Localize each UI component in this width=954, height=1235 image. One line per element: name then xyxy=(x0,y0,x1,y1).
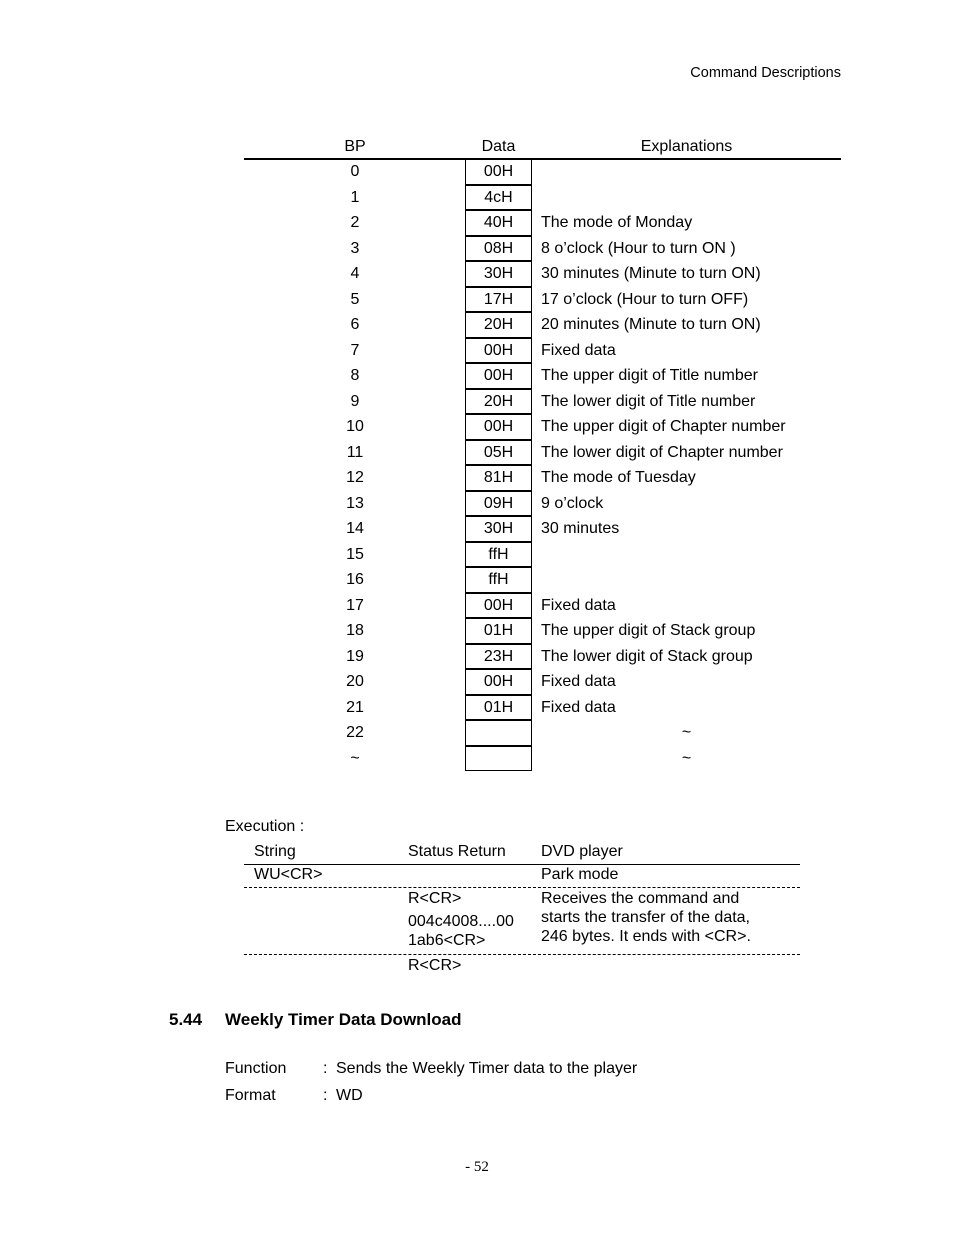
bp-table-row xyxy=(244,695,841,721)
explanation-cell: 30 minutes (Minute to turn ON) xyxy=(541,265,761,282)
data-cell: 30H xyxy=(465,261,532,287)
data-cell: 20H xyxy=(465,389,532,415)
data-cell: 00H xyxy=(465,414,532,440)
bp-table-row xyxy=(244,593,841,619)
bp-cell: 19 xyxy=(346,647,364,665)
explanation-cell: Fixed data xyxy=(541,341,616,359)
bp-table-row xyxy=(244,236,841,262)
bp-table-row xyxy=(244,414,841,440)
data-cell: ffH xyxy=(465,542,532,568)
execution-label: Execution : xyxy=(225,818,305,835)
bp-table-row xyxy=(244,516,841,542)
bp-cell: 20 xyxy=(346,673,364,690)
bp-table-row xyxy=(244,159,841,185)
bp-table-row xyxy=(244,491,841,517)
explanation-cell: 20 minutes (Minute to turn ON) xyxy=(541,316,761,333)
bp-cell: 0 xyxy=(350,163,360,180)
bp-table-row xyxy=(244,338,841,364)
bp-cell: 17 xyxy=(346,596,364,614)
bp-cell: 18 xyxy=(346,622,364,639)
description-line: 246 bytes. It ends with <CR>. xyxy=(541,928,751,945)
field-separator: : xyxy=(323,1087,328,1104)
string-column-header: String xyxy=(254,843,296,860)
status-return-column-header: Status Return xyxy=(408,843,506,860)
data-cell: 05H xyxy=(465,440,532,466)
data-cell xyxy=(465,720,532,746)
status-line: R<CR> xyxy=(408,890,462,907)
function-label: Function xyxy=(225,1060,287,1077)
bp-cell: ~ xyxy=(350,749,360,767)
section-title: Weekly Timer Data Download xyxy=(225,1010,462,1029)
bp-cell: 1 xyxy=(350,188,360,206)
bp-cell: 13 xyxy=(346,494,364,512)
bp-table-row xyxy=(244,567,841,593)
explanation-cell: Fixed data xyxy=(541,596,616,614)
data-cell: 40H xyxy=(465,210,532,236)
explanation-cell: ~ xyxy=(681,724,692,741)
data-cell xyxy=(465,746,532,772)
execution-row xyxy=(244,865,800,888)
explanation-cell: The lower digit of Title number xyxy=(541,392,756,410)
execution-row xyxy=(244,955,800,977)
bp-table-row xyxy=(244,644,841,670)
bp-cell: 15 xyxy=(346,545,364,563)
bp-table-row xyxy=(244,465,841,491)
bp-cell: 5 xyxy=(350,290,360,308)
bp-cell: 8 xyxy=(350,367,360,384)
data-cell: 20H xyxy=(465,312,532,338)
function-value: Sends the Weekly Timer data to the player xyxy=(336,1060,638,1077)
explanation-cell: 30 minutes xyxy=(541,520,620,537)
bp-table-header xyxy=(244,137,841,160)
data-cell: 00H xyxy=(465,159,532,185)
data-cell: 00H xyxy=(465,363,532,389)
page-header: Command Descriptions xyxy=(690,65,841,81)
data-cell: 08H xyxy=(465,236,532,262)
explanation-cell: Fixed data xyxy=(541,698,616,716)
bp-cell: 7 xyxy=(350,341,360,359)
explanation-cell: The mode of Tuesday xyxy=(541,469,696,486)
bp-table-row xyxy=(244,312,841,338)
bp-cell: 11 xyxy=(346,443,364,461)
data-cell: 01H xyxy=(465,695,532,721)
section-number: 5.44 xyxy=(169,1010,203,1029)
explanation-cell: The upper digit of Stack group xyxy=(541,622,756,639)
field-separator: : xyxy=(323,1060,328,1077)
bp-table-row xyxy=(244,389,841,415)
explanation-cell: ~ xyxy=(681,749,692,767)
execution-row xyxy=(244,888,800,955)
bp-cell: 10 xyxy=(346,418,364,435)
explanation-cell: 8 o’clock (Hour to turn ON ) xyxy=(541,239,736,257)
description-line: starts the transfer of the data, xyxy=(541,909,750,926)
execution-table-header xyxy=(244,841,800,865)
data-cell: 09H xyxy=(465,491,532,517)
bp-table-row xyxy=(244,287,841,313)
status-line: 004c4008....00 xyxy=(408,913,514,930)
bp-table-row xyxy=(244,363,841,389)
explanation-cell: 9 o’clock xyxy=(541,494,604,512)
bp-cell: 14 xyxy=(346,520,364,537)
section-heading xyxy=(169,1010,462,1030)
bp-cell: 21 xyxy=(346,698,364,716)
bp-table-row xyxy=(244,185,841,211)
format-label: Format xyxy=(225,1087,276,1104)
dvd-player-cell xyxy=(541,889,801,946)
bp-cell: 6 xyxy=(350,316,360,333)
status-line: 1ab6<CR> xyxy=(408,932,486,949)
explanation-cell: The lower digit of Chapter number xyxy=(541,443,783,461)
explanations-column-header: Explanations xyxy=(640,138,733,155)
bp-table-body xyxy=(244,159,841,771)
dvd-player-cell: Park mode xyxy=(541,866,619,883)
data-cell: 17H xyxy=(465,287,532,313)
data-cell: 4cH xyxy=(465,185,532,211)
data-column-header: Data xyxy=(481,138,516,155)
data-cell: 00H xyxy=(465,593,532,619)
bp-cell: 9 xyxy=(350,392,360,410)
bp-cell: 22 xyxy=(346,724,364,741)
bp-column-header: BP xyxy=(344,138,366,155)
data-cell: 00H xyxy=(465,338,532,364)
bp-cell: 2 xyxy=(350,214,360,231)
function-field xyxy=(225,1060,637,1078)
explanation-cell: 17 o’clock (Hour to turn OFF) xyxy=(541,290,749,308)
bp-cell: 12 xyxy=(346,469,364,486)
bp-table-row xyxy=(244,261,841,287)
bp-table-row xyxy=(244,440,841,466)
execution-table xyxy=(244,841,800,977)
bp-cell: 4 xyxy=(350,265,360,282)
dvd-player-column-header: DVD player xyxy=(541,843,623,860)
data-cell: 01H xyxy=(465,618,532,644)
bp-table-row xyxy=(244,720,841,746)
bp-cell: 3 xyxy=(350,239,360,257)
format-value: WD xyxy=(336,1087,363,1104)
page-number: - 52 xyxy=(465,1159,489,1175)
data-cell: 30H xyxy=(465,516,532,542)
data-cell: ffH xyxy=(465,567,532,593)
bp-table-row xyxy=(244,542,841,568)
bp-cell: 16 xyxy=(346,571,364,588)
explanation-cell: The mode of Monday xyxy=(541,214,693,231)
status-return-cell: R<CR> xyxy=(408,957,462,974)
explanation-cell: The upper digit of Chapter number xyxy=(541,418,786,435)
status-return-cell xyxy=(408,889,514,950)
bp-table-row xyxy=(244,618,841,644)
format-field xyxy=(225,1087,363,1105)
explanation-cell: Fixed data xyxy=(541,673,616,690)
bp-table-row xyxy=(244,669,841,695)
data-cell: 81H xyxy=(465,465,532,491)
explanation-cell: The upper digit of Title number xyxy=(541,367,759,384)
string-cell: WU<CR> xyxy=(254,866,323,883)
data-cell: 23H xyxy=(465,644,532,670)
bp-table-row xyxy=(244,746,841,772)
bp-table-row xyxy=(244,210,841,236)
description-line: Receives the command and xyxy=(541,890,740,907)
explanation-cell: The lower digit of Stack group xyxy=(541,647,753,665)
data-cell: 00H xyxy=(465,669,532,695)
